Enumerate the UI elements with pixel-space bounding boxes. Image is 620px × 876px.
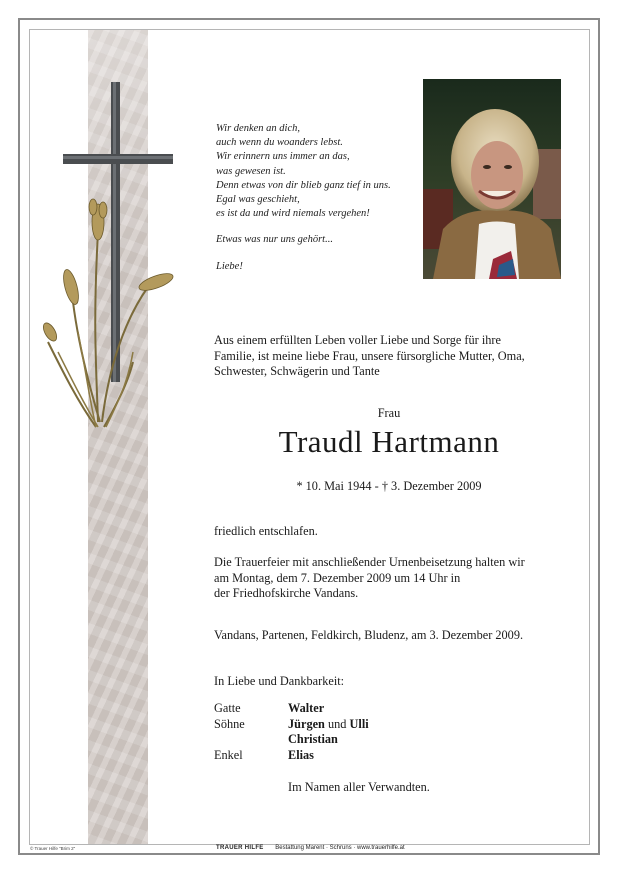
closing-line: Im Namen aller Verwandten. bbox=[288, 780, 430, 794]
poem-line: Liebe! bbox=[216, 260, 243, 272]
family-member: Elias bbox=[288, 747, 314, 762]
passing-text: friedlich entschlafen. bbox=[214, 524, 318, 538]
cross-with-wheat-icon bbox=[38, 82, 183, 442]
family-names bbox=[288, 748, 314, 764]
intro-text bbox=[214, 333, 554, 380]
ceremony-line: am Montag, dem 7. Dezember 2009 um 14 Uhr in bbox=[214, 570, 461, 585]
footer-copyright: © Trauer Hilfe "Brim 2" bbox=[30, 846, 76, 851]
intro-line: Familie, ist meine liebe Frau, unsere fürsorgliche Mutter, Oma, bbox=[214, 348, 525, 363]
intro-line: Schwester, Schwägerin und Tante bbox=[214, 364, 380, 378]
poem-line: Egal was geschieht, bbox=[216, 194, 300, 206]
footer-credit-text: Bestattung Marent · Schruns · www.trauerhilfe.at bbox=[275, 845, 405, 851]
memorial-poem bbox=[216, 122, 416, 274]
ceremony-line: der Friedhofskirche Vandans. bbox=[214, 586, 359, 600]
intro-line: Aus einem erfüllten Leben voller Liebe und Sorge für ihre bbox=[214, 333, 501, 347]
conjunction: und bbox=[327, 716, 347, 731]
family-member: Walter bbox=[288, 701, 325, 715]
family-row bbox=[214, 732, 369, 748]
ceremony-line: Die Trauerfeier mit anschließender Urnenbeisetzung halten wir bbox=[214, 555, 525, 569]
deceased-name: Traudl Hartmann bbox=[278, 424, 500, 459]
poem-line: was gewesen ist. bbox=[216, 165, 286, 177]
footer-brand: TRAUER HILFE bbox=[216, 845, 264, 851]
poem-line: auch wenn du woanders lebst. bbox=[216, 137, 343, 149]
family-role: Söhne bbox=[214, 716, 245, 731]
place-date: Vandans, Partenen, Feldkirch, Bludenz, am 3. Dezember 2009. bbox=[214, 628, 524, 642]
poem-line: Etwas was nur uns gehört... bbox=[216, 234, 333, 246]
family-names bbox=[288, 732, 338, 748]
poem-line: Wir denken an dich, bbox=[216, 123, 300, 134]
family-row bbox=[214, 748, 369, 764]
family-list bbox=[214, 701, 369, 763]
footer-credit bbox=[216, 845, 405, 851]
honorific: Frau bbox=[377, 406, 401, 420]
family-names bbox=[288, 701, 324, 717]
poem-line: es ist da und wird niemals vergehen! bbox=[216, 208, 370, 220]
family-member: Christian bbox=[288, 732, 338, 746]
family-role: Enkel bbox=[214, 747, 243, 762]
family-row bbox=[214, 717, 369, 733]
life-dates: * 10. Mai 1944 - † 3. Dezember 2009 bbox=[296, 479, 482, 493]
poem-line: Denn etwas von dir blieb ganz tief in uns. bbox=[216, 179, 391, 191]
ceremony-text bbox=[214, 555, 525, 602]
family-member: Jürgen bbox=[288, 716, 325, 731]
poem-line: Wir erinnern uns immer an das, bbox=[216, 151, 350, 163]
family-member: Ulli bbox=[349, 716, 369, 731]
family-names bbox=[288, 717, 369, 733]
family-role: Gatte bbox=[214, 701, 241, 715]
portrait-photo bbox=[423, 79, 561, 279]
gratitude-line: In Liebe und Dankbarkeit: bbox=[214, 674, 345, 688]
family-row bbox=[214, 701, 369, 717]
